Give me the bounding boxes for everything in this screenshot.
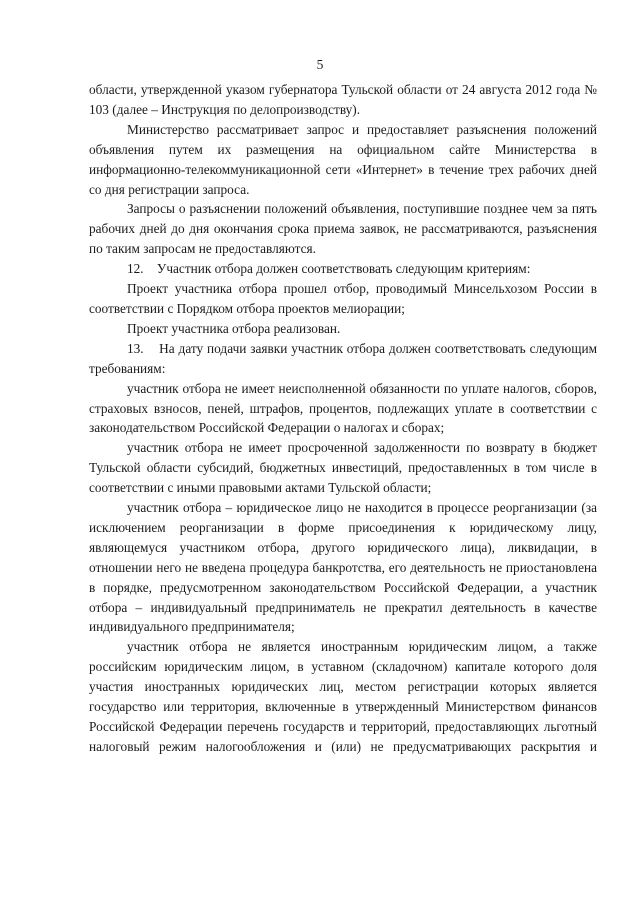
paragraph: Проект участника отбора реализован. [127,320,341,336]
page-number: 5 [316,57,324,72]
document-body [89,80,601,757]
paragraph: Министерство рассматривает запрос и предоставляет разъяснения положений объявления путем их размещения на официальном сайте Министерства в информационно-телекоммуникационной сети «Интернет» в течение трех рабочих дней со дня регистрации запроса. [89,121,597,197]
paragraph: области, утвержденной указом губернатора Тульской области от 24 августа 2012 года № 103 (далее – Инструкция по делопроизводству). [89,82,597,117]
paragraph: Запросы о разъяснении положений объявления, поступившие позднее чем за пять рабочих дней до дня окончания срока приема заявок, не рассматриваются, разъяснения по таким запросам не предоставляются. [89,201,597,257]
paragraph: участник отбора не имеет просроченной задолженности по возврату в бюджет Тульской области субсидий, бюджетных инвестиций, предоставленных в том числе в соответствии с иными правовыми актами Тульской области; [89,440,597,496]
paragraph: Проект участника отбора прошел отбор, проводимый Минсельхозом России в соответствии с Порядком отбора проектов мелиорации; [89,281,597,316]
paragraph: участник отбора не является иностранным юридическим лицом, а также российским юридическим лицом, в уставном (складочном) капитале которого доля участия иностранных юридических лиц, местом регистрации которых является государство или территория, включенные в утвержденный Министерством финансов Российской Федерации перечень государств и территорий, предоставляющих льготный налоговый режим налогообложения и (или) не предусматривающих раскрытия и [89,639,597,754]
paragraph: 12. Участник отбора должен соответствовать следующим критериям: [127,261,531,277]
paragraph: 13. На дату подачи заявки участник отбора должен соответствовать следующим требованиям: [89,340,601,376]
paragraph: участник отбора не имеет неисполненной обязанности по уплате налогов, сборов, страховых взносов, пеней, штрафов, процентов, подлежащих уплате в соответствии с законодательством Российской Федерации о налогах и сборах; [89,380,597,436]
paragraph: участник отбора – юридическое лицо не находится в процессе реорганизации (за исключением реорганизации в форме присоединения к юридическому лицу, являющемуся участником отбора, другого юридического лица), ликвидации, в отношении него не введена процедура банкротства, его деятельность не приостановлена в порядке, предусмотренном законодательством Российской Федерации, а участник отбора – индивидуальный предприниматель не прекратил деятельность в качестве индивидуального предпринимателя; [89,500,597,635]
